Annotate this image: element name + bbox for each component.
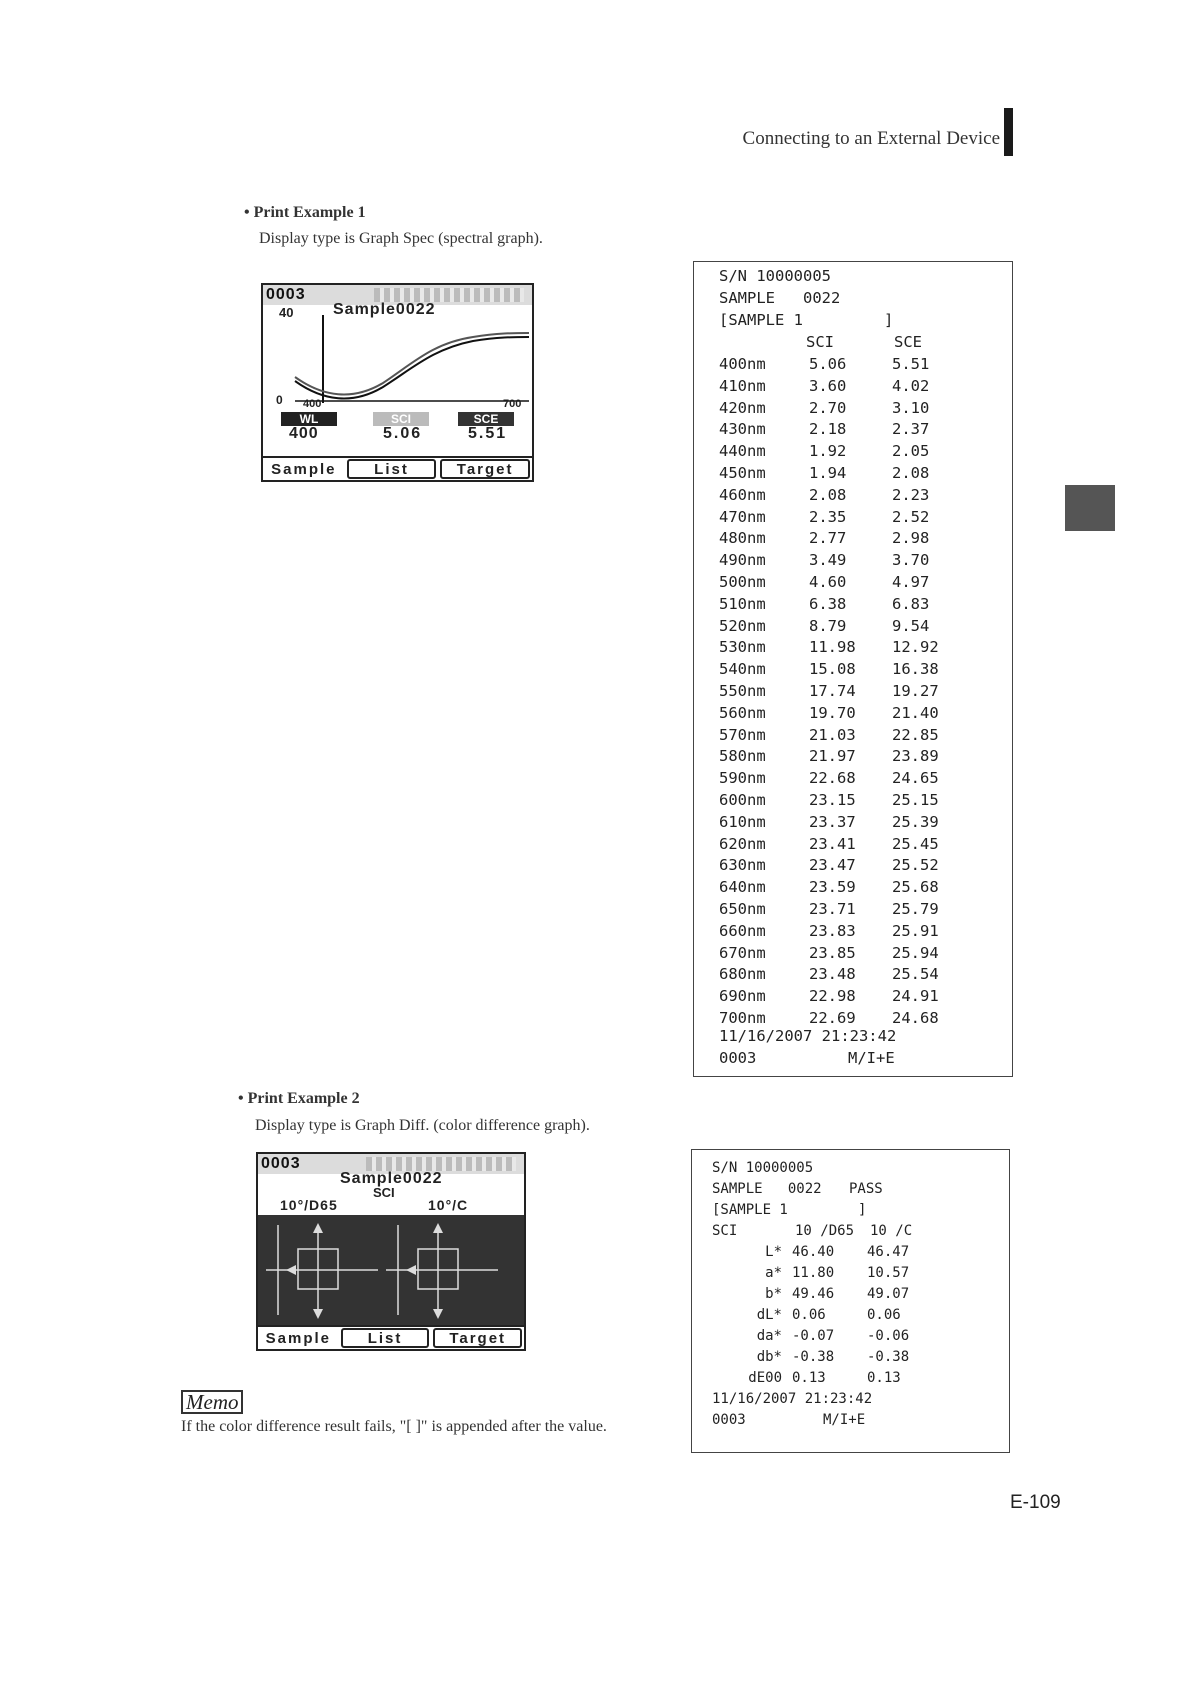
receipt-datetime: 11/16/2007 21:23:42: [719, 1027, 897, 1045]
receipt-wavelength: 640nm: [719, 878, 766, 897]
receipt-sce-value: 22.85: [892, 725, 939, 744]
receipt-wavelength: 630nm: [719, 856, 766, 875]
chapter-tab: [1065, 485, 1115, 531]
receipt-sce-value: 25.91: [892, 921, 939, 940]
receipt-sci-value: 23.15: [809, 791, 856, 809]
receipt-sce-value: 4.02: [892, 376, 930, 395]
example2-description: Display type is Graph Diff. (color difference graph).: [255, 1117, 590, 1134]
receipt-sce-value: 25.54: [892, 965, 939, 984]
receipt-sce-value: 2.52: [892, 507, 930, 526]
receipt-value-2: 49.07: [867, 1286, 910, 1302]
receipt-sci-value: 5.06: [809, 355, 847, 373]
receipt-sce-value: 25.15: [892, 791, 939, 809]
receipt-sce-value: 3.70: [892, 551, 930, 570]
status-icons: [374, 288, 524, 302]
receipt-metric-label: da*: [756, 1328, 782, 1344]
receipt-value-1: 11.80: [792, 1265, 835, 1281]
page-header-title: Connecting to an External Device: [742, 128, 1000, 149]
receipt-metric-label: L*: [765, 1244, 782, 1260]
status-icons: [366, 1157, 516, 1171]
screen-sample-name: Sample0022: [333, 301, 436, 318]
receipt-sce-value: 19.27: [892, 682, 939, 700]
receipt-metric-label: dL*: [756, 1307, 782, 1323]
receipt-sce-value: 16.38: [892, 660, 939, 679]
receipt-wavelength: 600nm: [719, 791, 766, 809]
y-axis-max: 40: [279, 305, 294, 320]
receipt-sci-value: 1.92: [809, 442, 847, 461]
receipt-value-2: 46.47: [867, 1244, 910, 1260]
receipt-sce-value: 5.51: [892, 355, 930, 373]
softkey-list[interactable]: List: [347, 459, 437, 479]
receipt-wavelength: 410nm: [719, 376, 766, 395]
receipt-sci-value: 6.38: [809, 594, 847, 613]
receipt-metric-label: b*: [765, 1286, 782, 1302]
receipt-wavelength: 680nm: [719, 965, 766, 984]
screen-code: 0003: [261, 1155, 301, 1172]
receipt-datetime: 11/16/2007 21:23:42: [712, 1391, 873, 1407]
receipt-bracket-close: ]: [858, 1202, 867, 1218]
receipt-pass-status: PASS: [849, 1181, 883, 1197]
receipt-footer-code: 0003: [712, 1412, 746, 1428]
receipt-sci-value: 23.48: [809, 965, 856, 984]
softkey-list[interactable]: List: [341, 1328, 430, 1348]
receipt-value-2: 0.13: [867, 1370, 901, 1386]
receipt-wavelength: 450nm: [719, 464, 766, 482]
screen-mode: SCI: [373, 1185, 395, 1200]
wl-label: WL: [281, 412, 337, 426]
receipt-sci-value: 23.85: [809, 943, 856, 962]
receipt-sci-value: 23.37: [809, 812, 856, 831]
receipt-value-2: -0.06: [867, 1328, 910, 1344]
memo-text: If the color difference result fails, "[ ]" is appended after the value.: [181, 1418, 607, 1435]
receipt-value-1: -0.38: [792, 1349, 835, 1365]
receipt-sce-value: 12.92: [892, 638, 939, 657]
receipt-wavelength: 470nm: [719, 507, 766, 526]
receipt-metric-label: dE00: [748, 1370, 782, 1386]
receipt-mode: SCI: [712, 1223, 738, 1239]
receipt-sci-value: 23.59: [809, 878, 856, 897]
example1-description: Display type is Graph Spec (spectral graph).: [259, 230, 543, 247]
sci-value: 5.06: [383, 425, 423, 442]
receipt-value-1: 46.40: [792, 1244, 835, 1260]
receipt-wavelength: 440nm: [719, 442, 766, 461]
receipt-value-1: 0.06: [792, 1307, 826, 1323]
receipt-sce-value: 23.89: [892, 747, 939, 766]
receipt-value-2: -0.38: [867, 1349, 910, 1365]
receipt-sce-value: 25.68: [892, 878, 939, 897]
receipt-wavelength: 590nm: [719, 769, 766, 788]
softkey-sample[interactable]: Sample: [271, 460, 337, 478]
receipt-sce-value: 2.08: [892, 464, 930, 482]
receipt-footer-code: 0003: [719, 1049, 757, 1067]
receipt-sample: SAMPLE 0022: [712, 1181, 822, 1197]
example1-screen: [261, 283, 534, 482]
softkey-bar: [258, 1325, 524, 1349]
sce-label: SCE: [458, 412, 514, 426]
receipt-sci-value: 8.79: [809, 616, 847, 635]
softkey-bar: [263, 456, 532, 480]
receipt-sci-value: 21.03: [809, 725, 856, 744]
example2-receipt: [691, 1149, 1010, 1453]
receipt-sce-value: 24.91: [892, 987, 939, 1006]
wl-value: 400: [289, 425, 319, 442]
receipt-wavelength: 570nm: [719, 725, 766, 744]
receipt-col-sci: SCI: [806, 333, 834, 351]
receipt-wavelength: 420nm: [719, 398, 766, 417]
receipt-wavelength: 490nm: [719, 551, 766, 570]
receipt-wavelength: 700nm: [719, 1009, 766, 1027]
receipt-metric-label: a*: [765, 1265, 782, 1281]
sci-curve: [295, 337, 529, 398]
receipt-value-2: 10.57: [867, 1265, 910, 1281]
receipt-sce-value: 2.98: [892, 529, 930, 548]
memo-label: Memo: [181, 1390, 243, 1414]
softkey-sample[interactable]: Sample: [265, 1329, 332, 1347]
receipt-sci-value: 23.41: [809, 834, 856, 853]
receipt-sci-value: 4.60: [809, 573, 847, 591]
example1-receipt: [693, 261, 1013, 1077]
x-axis-max: 700: [503, 398, 522, 410]
observer-1: 10°/D65: [280, 1197, 338, 1213]
receipt-sce-value: 6.83: [892, 594, 930, 613]
receipt-sce-value: 24.65: [892, 769, 939, 788]
screen-code: 0003: [266, 286, 306, 303]
receipt-sce-value: 2.23: [892, 485, 930, 504]
observer-2: 10°/C: [428, 1197, 469, 1213]
receipt-sci-value: 1.94: [809, 464, 847, 482]
receipt-metric-label: db*: [756, 1349, 782, 1365]
receipt-wavelength: 610nm: [719, 812, 766, 831]
receipt-sample: SAMPLE 0022: [719, 289, 841, 307]
receipt-col-1: 10 /D65: [795, 1223, 855, 1239]
y-axis-min: 0: [276, 393, 283, 407]
receipt-value-1: 49.46: [792, 1286, 835, 1302]
receipt-sci-value: 19.70: [809, 703, 856, 722]
receipt-serial: S/N 10000005: [712, 1160, 814, 1176]
example1-title: • Print Example 1: [244, 204, 366, 222]
receipt-value-1: -0.07: [792, 1328, 835, 1344]
softkey-target[interactable]: Target: [440, 459, 530, 479]
example2-title: • Print Example 2: [238, 1090, 360, 1108]
receipt-wavelength: 550nm: [719, 682, 766, 700]
receipt-sce-value: 25.79: [892, 900, 939, 918]
receipt-sce-value: 2.37: [892, 420, 930, 439]
receipt-sci-value: 22.69: [809, 1009, 856, 1027]
receipt-sce-value: 21.40: [892, 703, 939, 722]
receipt-sci-value: 2.77: [809, 529, 847, 548]
spectral-graph: [293, 313, 529, 403]
receipt-sci-value: 2.70: [809, 398, 847, 417]
receipt-sci-value: 2.08: [809, 485, 847, 504]
receipt-sce-value: 4.97: [892, 573, 930, 591]
sci-label: SCI: [373, 412, 429, 426]
receipt-value-2: 0.06: [867, 1307, 901, 1323]
receipt-wavelength: 660nm: [719, 921, 766, 940]
receipt-wavelength: 460nm: [719, 485, 766, 504]
x-axis-min: 400: [303, 398, 322, 410]
receipt-sce-value: 25.52: [892, 856, 939, 875]
receipt-col-sce: SCE: [894, 333, 922, 351]
receipt-sci-value: 23.83: [809, 921, 856, 940]
receipt-sci-value: 15.08: [809, 660, 856, 679]
receipt-wavelength: 690nm: [719, 987, 766, 1006]
receipt-sce-value: 2.05: [892, 442, 930, 461]
receipt-footer-mode: M/I+E: [823, 1412, 866, 1428]
receipt-wavelength: 400nm: [719, 355, 766, 373]
screen-sample-name: Sample0022: [340, 1170, 443, 1187]
receipt-sce-value: 3.10: [892, 398, 930, 417]
receipt-sci-value: 17.74: [809, 682, 856, 700]
receipt-sample-name: [SAMPLE 1: [719, 311, 803, 329]
receipt-wavelength: 530nm: [719, 638, 766, 657]
receipt-wavelength: 580nm: [719, 747, 766, 766]
receipt-sci-value: 22.68: [809, 769, 856, 788]
receipt-wavelength: 560nm: [719, 703, 766, 722]
receipt-wavelength: 670nm: [719, 943, 766, 962]
receipt-sci-value: 23.47: [809, 856, 856, 875]
receipt-col-2: 10 /C: [870, 1223, 913, 1239]
receipt-footer-mode: M/I+E: [848, 1049, 895, 1067]
receipt-bracket-close: ]: [884, 311, 894, 329]
receipt-sci-value: 11.98: [809, 638, 856, 657]
receipt-wavelength: 540nm: [719, 660, 766, 679]
receipt-sample-name: [SAMPLE 1: [712, 1202, 788, 1218]
receipt-sce-value: 25.45: [892, 834, 939, 853]
receipt-wavelength: 520nm: [719, 616, 766, 635]
receipt-sci-value: 21.97: [809, 747, 856, 766]
receipt-wavelength: 500nm: [719, 573, 766, 591]
receipt-sci-value: 2.18: [809, 420, 847, 439]
softkey-target[interactable]: Target: [433, 1328, 522, 1348]
receipt-wavelength: 620nm: [719, 834, 766, 853]
receipt-sce-value: 9.54: [892, 616, 930, 635]
receipt-sci-value: 23.71: [809, 900, 856, 918]
receipt-sci-value: 22.98: [809, 987, 856, 1006]
receipt-sce-value: 25.94: [892, 943, 939, 962]
example2-screen: [256, 1152, 526, 1351]
header-bar: [1004, 108, 1013, 156]
color-difference-graph: [258, 1215, 524, 1325]
receipt-wavelength: 650nm: [719, 900, 766, 918]
receipt-sci-value: 2.35: [809, 507, 847, 526]
receipt-wavelength: 430nm: [719, 420, 766, 439]
page-number: E-109: [1010, 1492, 1061, 1513]
receipt-wavelength: 480nm: [719, 529, 766, 548]
receipt-sci-value: 3.49: [809, 551, 847, 570]
receipt-wavelength: 510nm: [719, 594, 766, 613]
receipt-sce-value: 25.39: [892, 812, 939, 831]
receipt-sce-value: 24.68: [892, 1009, 939, 1027]
receipt-value-1: 0.13: [792, 1370, 826, 1386]
sce-value: 5.51: [468, 425, 508, 442]
sce-curve: [295, 333, 529, 394]
receipt-serial: S/N 10000005: [719, 267, 831, 285]
receipt-sci-value: 3.60: [809, 376, 847, 395]
